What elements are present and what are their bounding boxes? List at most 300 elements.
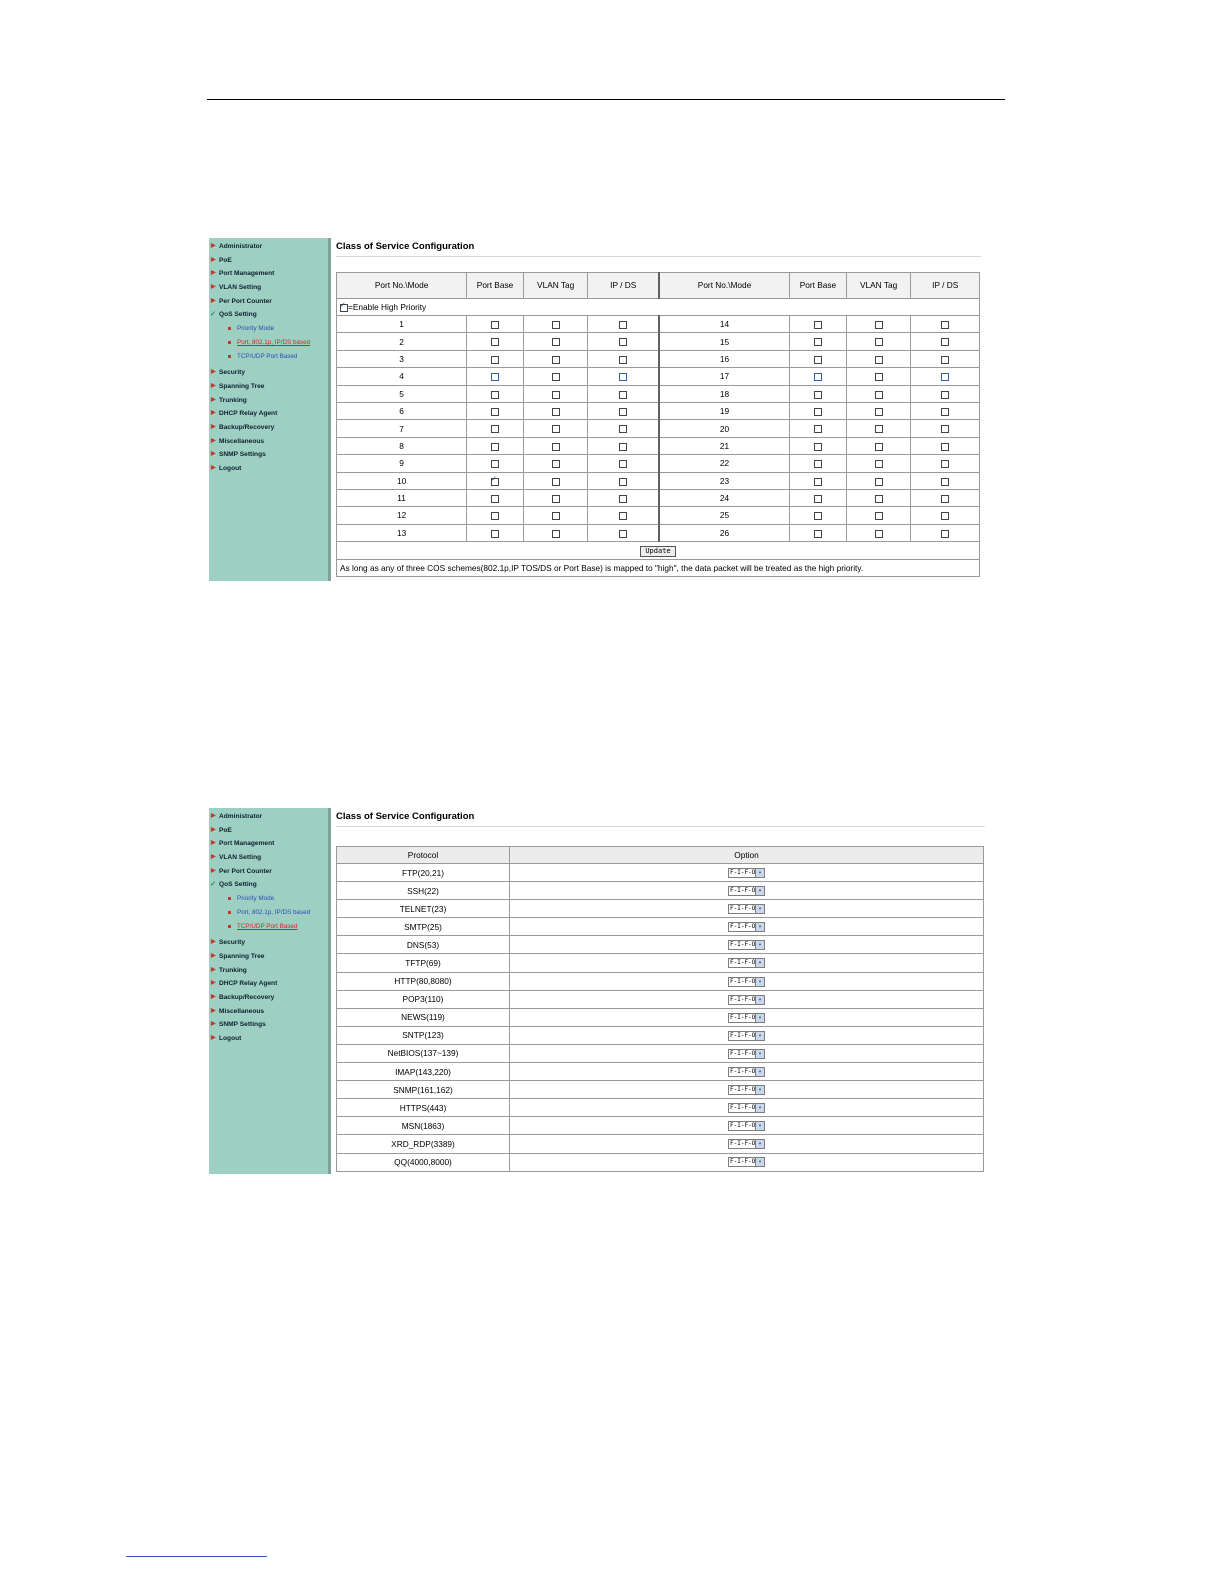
- mode-checkbox[interactable]: [491, 373, 499, 381]
- mode-checkbox[interactable]: [491, 443, 499, 451]
- option-cell: [510, 918, 984, 936]
- nav-item[interactable]: ▶ Backup/Recovery: [209, 991, 328, 1005]
- mode-checkbox[interactable]: [552, 478, 560, 486]
- option-select[interactable]: [728, 958, 765, 968]
- table-row: [337, 472, 980, 489]
- mode-checkbox[interactable]: [552, 512, 560, 520]
- option-select[interactable]: [728, 1103, 765, 1113]
- nav-item[interactable]: ▶ Per Port Counter: [209, 295, 328, 309]
- checkbox-cell: [467, 489, 524, 506]
- mode-checkbox[interactable]: [814, 338, 822, 346]
- cos-port-screenshot: [209, 238, 981, 581]
- port-number: 18: [659, 385, 790, 402]
- checkbox-cell: [911, 420, 980, 437]
- mode-checkbox[interactable]: [552, 443, 560, 451]
- col-header: Port Base: [790, 273, 847, 299]
- nav-item[interactable]: ▶ Miscellaneous: [209, 435, 328, 449]
- nav-item[interactable]: ▶ Spanning Tree: [209, 380, 328, 394]
- mode-checkbox[interactable]: [875, 443, 883, 451]
- chevron-down-icon[interactable]: ▾: [755, 1014, 764, 1022]
- nav-item[interactable]: ▶ Logout: [209, 462, 328, 476]
- arrow-icon: ▶: [211, 826, 216, 833]
- submenu-tcp-udp[interactable]: TCP/UDP Port Based: [209, 920, 328, 934]
- mode-checkbox[interactable]: [875, 512, 883, 520]
- arrow-icon: ▶: [211, 1034, 216, 1041]
- option-value: F-I-F-O: [730, 1031, 756, 1039]
- mode-checkbox[interactable]: [941, 356, 949, 364]
- mode-checkbox[interactable]: [814, 460, 822, 468]
- port-number: 4: [337, 368, 467, 385]
- mode-checkbox[interactable]: [491, 512, 499, 520]
- table-row: [337, 350, 980, 367]
- chevron-down-icon[interactable]: ▾: [755, 869, 764, 877]
- checkbox-cell: [588, 472, 659, 489]
- option-select[interactable]: [728, 977, 765, 987]
- table-row: [337, 402, 980, 419]
- table-row: [337, 333, 980, 350]
- mode-checkbox[interactable]: [491, 321, 499, 329]
- option-cell: [510, 1008, 984, 1026]
- arrow-icon: ▶: [211, 867, 216, 874]
- option-select[interactable]: [728, 886, 765, 896]
- col-header: IP / DS: [588, 273, 659, 299]
- mode-checkbox[interactable]: [619, 495, 627, 503]
- checkbox-cell: [523, 524, 588, 541]
- checkbox-cell: [846, 489, 911, 506]
- checkbox-cell: [846, 507, 911, 524]
- checkbox-cell: [523, 507, 588, 524]
- mode-checkbox[interactable]: [814, 408, 822, 416]
- mode-checkbox[interactable]: [875, 356, 883, 364]
- submenu-port-based[interactable]: Port, 802.1p, IP/DS based: [209, 336, 328, 350]
- submenu-priority-mode[interactable]: Priority Mode: [209, 322, 328, 336]
- chevron-down-icon[interactable]: ▾: [755, 1032, 764, 1040]
- col-header: Port No.\Mode: [337, 273, 467, 299]
- table-row: [337, 900, 984, 918]
- mode-checkbox[interactable]: [552, 338, 560, 346]
- bullet-icon: [228, 355, 231, 358]
- chevron-down-icon[interactable]: ▾: [755, 996, 764, 1004]
- mode-checkbox[interactable]: [552, 356, 560, 364]
- checkbox-cell: [588, 368, 659, 385]
- nav-item[interactable]: ▶ SNMP Settings: [209, 448, 328, 462]
- nav-item[interactable]: ▶ PoE: [209, 824, 328, 838]
- nav-item[interactable]: ▶ PoE: [209, 254, 328, 268]
- checkbox-cell: [911, 507, 980, 524]
- mode-checkbox[interactable]: [875, 478, 883, 486]
- nav-item[interactable]: ▶ Security: [209, 366, 328, 380]
- port-number: 3: [337, 350, 467, 367]
- nav-item[interactable]: ▶ Trunking: [209, 964, 328, 978]
- checkbox-cell: [846, 333, 911, 350]
- checkbox-cell: [523, 385, 588, 402]
- checkbox-cell: [523, 437, 588, 454]
- mode-checkbox[interactable]: [814, 373, 822, 381]
- port-number: 9: [337, 455, 467, 472]
- checkbox-cell: [588, 524, 659, 541]
- checkbox-cell: [467, 437, 524, 454]
- qos-submenu: [209, 322, 328, 364]
- chevron-down-icon[interactable]: ▾: [755, 1086, 764, 1094]
- mode-checkbox[interactable]: [619, 443, 627, 451]
- nav-item-qos[interactable]: ✓ QoS Setting: [209, 878, 328, 892]
- port-number: 13: [337, 524, 467, 541]
- nav-item[interactable]: ▶ Spanning Tree: [209, 950, 328, 964]
- main-content: [336, 238, 981, 581]
- checkbox-cell: [846, 455, 911, 472]
- arrow-icon: ▶: [211, 423, 216, 430]
- mode-checkbox[interactable]: [941, 338, 949, 346]
- update-button[interactable]: Update: [640, 546, 675, 557]
- protocol-table: [336, 846, 984, 1172]
- submenu-tcp-udp[interactable]: TCP/UDP Port Based: [209, 350, 328, 364]
- page-title: Class of Service Configuration: [336, 241, 981, 257]
- port-number: 2: [337, 333, 467, 350]
- option-value: F-I-F-O: [730, 1086, 756, 1094]
- protocol-name: XRD_RDP(3389): [337, 1135, 510, 1153]
- arrow-icon: ▶: [211, 993, 216, 1000]
- table-row: [337, 990, 984, 1008]
- checkbox-cell: [911, 385, 980, 402]
- mode-checkbox[interactable]: [619, 373, 627, 381]
- option-cell: [510, 900, 984, 918]
- nav-item[interactable]: ▶ DHCP Relay Agent: [209, 977, 328, 991]
- checkbox-cell: [588, 350, 659, 367]
- nav-list-after: [209, 364, 328, 476]
- checkbox-cell: [846, 420, 911, 437]
- mode-checkbox[interactable]: [491, 460, 499, 468]
- checkbox-cell: [467, 420, 524, 437]
- nav-item[interactable]: ▶ Administrator: [209, 810, 328, 824]
- mode-checkbox[interactable]: [619, 321, 627, 329]
- mode-checkbox[interactable]: [814, 356, 822, 364]
- arrow-icon: ▶: [211, 1007, 216, 1014]
- check-icon: ✓: [210, 311, 216, 319]
- submenu-port-based[interactable]: Port, 802.1p, IP/DS based: [209, 906, 328, 920]
- option-select[interactable]: [728, 868, 765, 878]
- mode-checkbox[interactable]: [619, 408, 627, 416]
- option-value: F-I-F-O: [730, 941, 756, 949]
- option-select[interactable]: [728, 1013, 765, 1023]
- option-value: F-I-F-O: [730, 1158, 756, 1166]
- mode-checkbox[interactable]: [619, 460, 627, 468]
- checkbox-cell: [467, 368, 524, 385]
- chevron-down-icon[interactable]: ▾: [755, 905, 764, 913]
- cos-protocol-screenshot: [209, 808, 985, 1174]
- nav-item[interactable]: ▶ Per Port Counter: [209, 865, 328, 879]
- option-select[interactable]: [728, 1067, 765, 1077]
- checkbox-cell: [846, 316, 911, 333]
- table-row: [337, 1044, 984, 1062]
- arrow-icon: ▶: [211, 284, 216, 291]
- table-row: [337, 918, 984, 936]
- option-cell: [510, 972, 984, 990]
- arrow-icon: ▶: [211, 297, 216, 304]
- mode-checkbox[interactable]: [941, 425, 949, 433]
- mode-checkbox[interactable]: [941, 373, 949, 381]
- option-select[interactable]: [728, 995, 765, 1005]
- checkbox-cell: [790, 524, 847, 541]
- mode-checkbox[interactable]: [875, 391, 883, 399]
- checkbox-cell: [588, 385, 659, 402]
- table-row: [337, 1099, 984, 1117]
- chevron-down-icon[interactable]: ▾: [755, 887, 764, 895]
- chevron-down-icon[interactable]: ▾: [755, 1068, 764, 1076]
- mode-checkbox[interactable]: [491, 391, 499, 399]
- option-value: F-I-F-O: [730, 1122, 756, 1130]
- col-header: Port Base: [467, 273, 524, 299]
- nav-item[interactable]: ▶ Port Management: [209, 267, 328, 281]
- chevron-down-icon[interactable]: ▾: [755, 941, 764, 949]
- port-number: 6: [337, 402, 467, 419]
- chevron-down-icon[interactable]: ▾: [755, 1104, 764, 1112]
- option-value: F-I-F-O: [730, 1067, 756, 1075]
- protocol-name: NEWS(119): [337, 1008, 510, 1026]
- mode-checkbox[interactable]: [875, 338, 883, 346]
- mode-checkbox[interactable]: [814, 425, 822, 433]
- table-row: [337, 1026, 984, 1044]
- mode-checkbox[interactable]: [814, 478, 822, 486]
- mode-checkbox[interactable]: [619, 356, 627, 364]
- port-number: 16: [659, 350, 790, 367]
- table-row: [337, 368, 980, 385]
- page-top-rule: [207, 99, 1005, 100]
- mode-checkbox[interactable]: [814, 391, 822, 399]
- mode-checkbox[interactable]: [875, 495, 883, 503]
- port-number: 5: [337, 385, 467, 402]
- protocol-name: TELNET(23): [337, 900, 510, 918]
- table-row: [337, 489, 980, 506]
- port-number: 19: [659, 402, 790, 419]
- mode-checkbox[interactable]: [491, 530, 499, 538]
- page-title: Class of Service Configuration: [336, 811, 985, 827]
- mode-checkbox[interactable]: [941, 321, 949, 329]
- option-select[interactable]: [728, 1121, 765, 1131]
- nav-item[interactable]: ▶ SNMP Settings: [209, 1018, 328, 1032]
- checkbox-cell: [790, 402, 847, 419]
- mode-checkbox[interactable]: [941, 478, 949, 486]
- option-cell: [510, 954, 984, 972]
- option-select[interactable]: [728, 1157, 765, 1167]
- mode-checkbox[interactable]: [941, 408, 949, 416]
- col-header: VLAN Tag: [846, 273, 911, 299]
- option-value: F-I-F-O: [730, 1140, 756, 1148]
- option-value: F-I-F-O: [730, 1049, 756, 1057]
- mode-checkbox[interactable]: [814, 443, 822, 451]
- mode-checkbox[interactable]: [491, 338, 499, 346]
- arrow-icon: ▶: [211, 980, 216, 987]
- mode-checkbox[interactable]: [491, 425, 499, 433]
- protocol-name: IMAP(143,220): [337, 1063, 510, 1081]
- option-cell: [510, 990, 984, 1008]
- option-select[interactable]: [728, 1049, 765, 1059]
- sidebar: [209, 238, 331, 581]
- protocol-name: QQ(4000,8000): [337, 1153, 510, 1171]
- checkbox-cell: [467, 333, 524, 350]
- mode-checkbox[interactable]: [941, 530, 949, 538]
- col-header: Port No.\Mode: [659, 273, 790, 299]
- table-row: [337, 1081, 984, 1099]
- checkbox-cell: [846, 437, 911, 454]
- option-cell: [510, 936, 984, 954]
- mode-checkbox[interactable]: [814, 495, 822, 503]
- nav-item[interactable]: ▶ VLAN Setting: [209, 851, 328, 865]
- option-value: F-I-F-O: [730, 977, 756, 985]
- mode-checkbox[interactable]: [619, 391, 627, 399]
- option-select[interactable]: [728, 1139, 765, 1149]
- nav-item[interactable]: ▶ Administrator: [209, 240, 328, 254]
- checkbox-cell: [790, 333, 847, 350]
- checkbox-cell: [523, 350, 588, 367]
- checkbox-cell: [588, 489, 659, 506]
- mode-checkbox[interactable]: [552, 495, 560, 503]
- nav-item[interactable]: ▶ Port Management: [209, 837, 328, 851]
- table-row: [337, 972, 984, 990]
- mode-checkbox[interactable]: [619, 425, 627, 433]
- checkbox-cell: [846, 350, 911, 367]
- mode-checkbox[interactable]: [552, 321, 560, 329]
- mode-checkbox[interactable]: [875, 321, 883, 329]
- mode-checkbox[interactable]: [619, 338, 627, 346]
- protocol-name: SNTP(123): [337, 1026, 510, 1044]
- port-number: 8: [337, 437, 467, 454]
- submenu-priority-mode[interactable]: Priority Mode: [209, 892, 328, 906]
- checkbox-cell: [467, 385, 524, 402]
- option-value: F-I-F-O: [730, 1013, 756, 1021]
- arrow-icon: ▶: [211, 854, 216, 861]
- checkbox-cell: [911, 524, 980, 541]
- mode-checkbox[interactable]: [491, 478, 499, 486]
- checkbox-cell: [588, 455, 659, 472]
- mode-checkbox[interactable]: [552, 408, 560, 416]
- mode-checkbox[interactable]: [875, 425, 883, 433]
- mode-checkbox[interactable]: [941, 443, 949, 451]
- chevron-down-icon[interactable]: ▾: [755, 1122, 764, 1130]
- mode-checkbox[interactable]: [875, 373, 883, 381]
- qos-submenu: [209, 892, 328, 934]
- option-cell: [510, 1153, 984, 1171]
- enable-high-priority-checkbox[interactable]: [340, 304, 348, 312]
- nav-item[interactable]: ▶ DHCP Relay Agent: [209, 407, 328, 421]
- protocol-name: HTTP(80,8080): [337, 972, 510, 990]
- checkbox-cell: [523, 455, 588, 472]
- mode-checkbox[interactable]: [941, 495, 949, 503]
- arrow-icon: ▶: [211, 270, 216, 277]
- mode-checkbox[interactable]: [814, 530, 822, 538]
- chevron-down-icon[interactable]: ▾: [755, 923, 764, 931]
- table-row: [337, 437, 980, 454]
- checkbox-cell: [467, 350, 524, 367]
- port-number: 22: [659, 455, 790, 472]
- arrow-icon: ▶: [211, 939, 216, 946]
- checkbox-cell: [523, 420, 588, 437]
- mode-checkbox[interactable]: [491, 495, 499, 503]
- protocol-name: TFTP(69): [337, 954, 510, 972]
- mode-checkbox[interactable]: [552, 391, 560, 399]
- mode-checkbox[interactable]: [941, 512, 949, 520]
- col-header: IP / DS: [911, 273, 980, 299]
- arrow-icon: ▶: [211, 410, 216, 417]
- protocol-name: SMTP(25): [337, 918, 510, 936]
- checkbox-cell: [790, 420, 847, 437]
- port-number: 11: [337, 489, 467, 506]
- checkbox-cell: [790, 472, 847, 489]
- mode-checkbox[interactable]: [875, 460, 883, 468]
- mode-checkbox[interactable]: [619, 512, 627, 520]
- option-select[interactable]: [728, 940, 765, 950]
- option-value: F-I-F-O: [730, 1104, 756, 1112]
- mode-checkbox[interactable]: [491, 408, 499, 416]
- bullet-icon: [228, 911, 231, 914]
- table-row: [337, 420, 980, 437]
- chevron-down-icon[interactable]: ▾: [755, 978, 764, 986]
- nav-item[interactable]: ▶ Miscellaneous: [209, 1005, 328, 1019]
- mode-checkbox[interactable]: [552, 460, 560, 468]
- option-select[interactable]: [728, 1085, 765, 1095]
- port-number: 17: [659, 368, 790, 385]
- checkbox-cell: [523, 316, 588, 333]
- mode-checkbox[interactable]: [491, 356, 499, 364]
- footer-link-underline: [126, 1556, 267, 1557]
- option-select[interactable]: [728, 1031, 765, 1041]
- mode-checkbox[interactable]: [814, 321, 822, 329]
- mode-checkbox[interactable]: [552, 425, 560, 433]
- checkbox-cell: [846, 368, 911, 385]
- protocol-name: HTTPS(443): [337, 1099, 510, 1117]
- port-number: 24: [659, 489, 790, 506]
- checkbox-cell: [911, 316, 980, 333]
- mode-checkbox[interactable]: [941, 391, 949, 399]
- chevron-down-icon[interactable]: ▾: [755, 1140, 764, 1148]
- nav-item[interactable]: ▶ VLAN Setting: [209, 281, 328, 295]
- mode-checkbox[interactable]: [552, 373, 560, 381]
- option-value: F-I-F-O: [730, 959, 756, 967]
- port-number: 26: [659, 524, 790, 541]
- mode-checkbox[interactable]: [875, 530, 883, 538]
- arrow-icon: ▶: [211, 840, 216, 847]
- port-number: 1: [337, 316, 467, 333]
- protocol-name: SSH(22): [337, 882, 510, 900]
- nav-item[interactable]: ▶ Logout: [209, 1032, 328, 1046]
- port-number: 21: [659, 437, 790, 454]
- checkbox-cell: [467, 524, 524, 541]
- mode-checkbox[interactable]: [941, 460, 949, 468]
- checkbox-cell: [523, 333, 588, 350]
- chevron-down-icon[interactable]: ▾: [755, 1050, 764, 1058]
- option-select[interactable]: [728, 904, 765, 914]
- nav-item[interactable]: ▶ Trunking: [209, 394, 328, 408]
- chevron-down-icon[interactable]: ▾: [755, 959, 764, 967]
- nav-item[interactable]: ▶ Security: [209, 936, 328, 950]
- cos-note: As long as any of three COS schemes(802.1p,IP TOS/DS or Port Base) is mapped to "high", the data packet will be treated as the high priority.: [337, 560, 980, 577]
- nav-item[interactable]: ▶ Backup/Recovery: [209, 421, 328, 435]
- mode-checkbox[interactable]: [875, 408, 883, 416]
- mode-checkbox[interactable]: [619, 478, 627, 486]
- nav-item-qos[interactable]: ✓ QoS Setting: [209, 308, 328, 322]
- mode-checkbox[interactable]: [619, 530, 627, 538]
- option-cell: [510, 1135, 984, 1153]
- port-number: 10: [337, 472, 467, 489]
- option-value: F-I-F-O: [730, 923, 756, 931]
- table-row: [337, 385, 980, 402]
- mode-checkbox[interactable]: [552, 530, 560, 538]
- mode-checkbox[interactable]: [814, 512, 822, 520]
- option-select[interactable]: [728, 922, 765, 932]
- chevron-down-icon[interactable]: ▾: [755, 1158, 764, 1166]
- checkbox-cell: [790, 455, 847, 472]
- protocol-name: POP3(110): [337, 990, 510, 1008]
- bullet-icon: [228, 327, 231, 330]
